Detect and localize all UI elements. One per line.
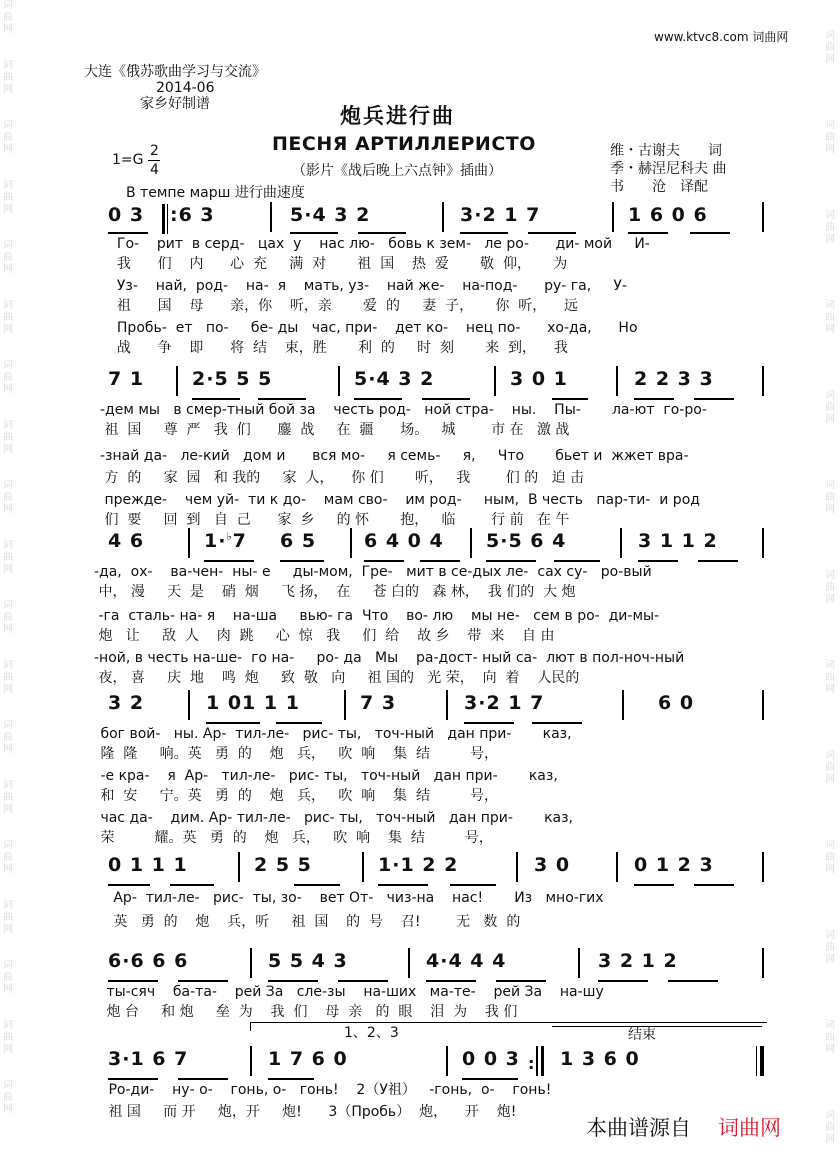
ending-bracket: [552, 1026, 762, 1027]
date: 2014-06: [156, 80, 215, 96]
note-group: 2·5 5 5: [192, 368, 273, 390]
beam: [462, 1078, 518, 1080]
barline: [762, 528, 764, 558]
watermark-text: 词曲网: [3, 540, 13, 575]
lyric-line: 炮 台 和 炮 垒 为 我 们 母 亲 的 眼 泪 为 我 们: [102, 1004, 518, 1020]
note-group: 5 5 4 3: [268, 950, 348, 972]
barline: [270, 202, 272, 232]
barline: [446, 1046, 448, 1076]
watermark-text: 词曲网: [825, 210, 835, 245]
beam: [422, 398, 470, 400]
beam: [460, 232, 508, 234]
beam: [206, 722, 260, 724]
note-group: 6 0: [658, 692, 695, 714]
note-group: 1 3 6 0: [560, 1048, 640, 1070]
lyric-line: прежде- чем уй- ти к до- мам сво- им род- ным, В честь пар-ти- и род: [100, 492, 700, 508]
ending-label: 结束: [628, 1027, 656, 1043]
subtitle: （影片《战后晚上六点钟》插曲）: [292, 163, 502, 179]
beam: [276, 722, 322, 724]
beam: [668, 980, 718, 982]
repeat-start-barline: [167, 204, 168, 234]
beam: [338, 980, 388, 982]
barline: [616, 852, 618, 882]
beam: [378, 884, 428, 886]
barline: [494, 366, 496, 396]
beam: [258, 398, 306, 400]
note-group: 1·1 2 2: [378, 854, 459, 876]
notation-line: [100, 854, 764, 884]
note-group: 0 1 1 1: [108, 854, 188, 876]
barline: [516, 852, 518, 882]
beam: [178, 1078, 228, 1080]
lyric-line: Пробь- ет по- бе- ды час, при- дет ко- нец по- хо-да, Но: [108, 320, 638, 336]
note-group: 3 0: [534, 854, 571, 876]
source-line: 大连《俄苏歌曲学习与交流》: [84, 64, 266, 80]
lyric-line: -ной, в честь на-ше- го на- ро- да Мы ра-дост- ный са- лют в пол-ноч-ный: [94, 650, 685, 666]
notation-line: [100, 1048, 764, 1078]
watermark-text: 词曲网: [825, 1110, 835, 1145]
watermark-text: 词曲网: [3, 1020, 13, 1055]
time-denominator: 4: [150, 162, 159, 178]
lyric-line: Ар- тил-ле- рис- ты, зо- вет От- чиз-на нас! Из мно-гих: [100, 890, 604, 906]
volta-label: 1、2、3: [344, 1025, 399, 1041]
beam: [290, 232, 338, 234]
repeat-start-barline: [162, 204, 165, 234]
note-group: 3 2: [108, 692, 145, 714]
watermark-text: 词曲网: [3, 720, 13, 755]
lyric-line: 战 争 即 将 结 束，胜 利 的 时 刻 来 到， 我: [108, 340, 568, 356]
beam: [268, 980, 318, 982]
final-barline: [756, 1046, 757, 1076]
lyric-line: 和 安 宁。英 勇 的 炮 兵， 吹 响 集 结 号，: [96, 788, 499, 804]
watermark-text: 词曲网: [3, 840, 13, 875]
watermark-text: 词曲网: [3, 0, 13, 35]
barline: [612, 202, 614, 232]
barline: [408, 948, 410, 978]
barline: [470, 528, 472, 558]
note-group: 5·5 6 4: [486, 530, 567, 552]
note-group: 4 6: [108, 530, 145, 552]
time-numerator: 2: [150, 143, 159, 159]
notation-line: [100, 692, 764, 722]
barline: [762, 852, 764, 882]
barline: [350, 528, 352, 558]
beam: [552, 398, 588, 400]
beam: [192, 398, 240, 400]
note-group: 1 7 6 0: [268, 1048, 348, 1070]
beam: [170, 884, 214, 886]
watermark-text: 词曲网: [825, 570, 835, 605]
watermark-text: 词曲网: [825, 660, 835, 695]
barline: [762, 690, 764, 720]
watermark-text: 词曲网: [3, 180, 13, 215]
watermark-text: 词曲网: [3, 120, 13, 155]
time-divider: [148, 160, 160, 161]
watermark-text: 词曲网: [3, 960, 13, 995]
lyric-line: 们 要 回 到 自 己 家 乡 的 怀 抱， 临 行 前 在 午: [100, 512, 570, 528]
watermark-text: 词曲网: [3, 900, 13, 935]
beam: [450, 884, 496, 886]
watermark-text: 词曲网: [825, 930, 835, 965]
lyric-line: 祖 国 母 亲，你 听，亲 爱 的 妻 子， 你 听， 远: [108, 298, 579, 314]
beam: [486, 560, 536, 562]
beam: [628, 232, 668, 234]
lyric-line: Уз- най, род- на- я мать, уз- най же- на-под- ру- га, У-: [108, 278, 628, 294]
note-group: 3 2 1 2: [598, 950, 678, 972]
final-barline: [760, 1046, 764, 1076]
barline: [250, 948, 252, 978]
watermark-text: 词曲网: [3, 60, 13, 95]
note-group: 6·6 6 6: [108, 950, 189, 972]
beam: [464, 722, 514, 724]
note-group: 3·1 6 7: [108, 1048, 189, 1070]
note-group: 3 1 1 2: [638, 530, 718, 552]
beam: [108, 980, 158, 982]
note-group: 0 0 3: [462, 1048, 520, 1070]
lyric-line: 中， 漫 天 是 硝 烟 飞 扬， 在 苍 白的 森 林， 我 们的 大 炮: [94, 584, 576, 600]
barline: [762, 366, 764, 396]
lyric-line: 炮 让 敌 人 肉 跳 心 惊 我 们 给 故 乡 带 来 自 由: [94, 628, 555, 644]
watermark-text: 词曲网: [825, 120, 835, 155]
note-group: :6 3: [170, 204, 215, 226]
watermark-text: 词曲网: [3, 240, 13, 275]
lyric-line: ты-сяч ба-та- рей За сле-зы на-ших ма-те- рей За на-шу: [102, 984, 604, 1000]
repeat-end-barline: [536, 1046, 538, 1076]
barline: [620, 528, 622, 558]
note-group: 6 4 0 4: [364, 530, 444, 552]
beam: [634, 398, 674, 400]
beam: [268, 1078, 314, 1080]
barline: [578, 948, 580, 978]
beam: [528, 232, 576, 234]
page-title-russian: ПЕСНЯ АРТИЛЛЕРИСТО: [272, 133, 536, 155]
lyric-line: 方 的 家 园 和 我的 家 人， 你 们 听， 我 们 的 迫 击: [100, 470, 585, 486]
watermark-text: 词曲网: [825, 480, 835, 515]
note-group: 4·4 4 4: [426, 950, 507, 972]
translator-credit: 书 沧 译配: [610, 179, 708, 195]
notation-line: [100, 950, 764, 980]
beam: [294, 884, 340, 886]
barline: [762, 948, 764, 978]
lyric-line: -знай да- ле-кий дом и вся мо- я семь- я, Что бьет и жжет вра-: [100, 448, 689, 464]
watermark-text: 词曲网: [825, 1020, 835, 1055]
watermark-text: 词曲网: [3, 480, 13, 515]
note-group: 3·2 1 7: [460, 204, 541, 226]
note-group: 7 1: [108, 368, 145, 390]
note-group: 0 1 2 3: [634, 854, 714, 876]
beam: [280, 560, 324, 562]
barline: [622, 690, 624, 720]
watermark-text: 词曲网: [825, 750, 835, 785]
repeat-end-barline: [541, 1046, 544, 1076]
watermark-text: 词曲网: [825, 840, 835, 875]
site-link[interactable]: www.ktvc8.com 词曲网: [654, 30, 789, 44]
barline: [616, 366, 618, 396]
barline: [446, 690, 448, 720]
note-group: 1 01 1 1: [206, 692, 300, 714]
lyric-line: 夜， 喜 庆 地 鸣 炮 致 敬 向 祖 国的 光 荣， 向 着 人民的: [94, 670, 580, 686]
lyric-line: 祖 国 而 开 炮，开 炮! 3（Пробь） 炮， 开 炮!: [104, 1104, 517, 1120]
note-group: 0 3: [108, 204, 145, 226]
lyric-line: -да, ох- ва-чен- ны- е ды-мом, Гре- мит в се-дых ле- сах су- ро-вый: [94, 564, 652, 580]
lyric-line: -га сталь- на- я на-ша вью- га Что во- лю мы не- сем в ро- ди-мы-: [94, 608, 660, 624]
watermark-text: 词曲网: [3, 360, 13, 395]
lyric-line: 祖 国 尊 严 我 们 鏖 战 在 疆 场。 城 市 在 激 战: [100, 422, 570, 438]
key-signature: 1=G: [112, 152, 144, 168]
barline: [762, 202, 764, 232]
page-title: 炮兵进行曲: [340, 104, 455, 128]
barline: [250, 1046, 252, 1076]
lyric-line: бог вой- ны. Ар- тил-ле- рис- ты, точ-ный дан при- каз,: [96, 726, 572, 742]
beam: [638, 560, 678, 562]
beam: [108, 884, 150, 886]
lyric-line: Го- рит в серд- цах у нас лю- бовь к зем- ле ро- ди- мой И-: [108, 236, 650, 252]
lyric-line: -дем мы в смер-тный бой за честь род- ной стра- ны. Пы- ла-ют го-ро-: [100, 402, 707, 418]
watermark-text: 词曲网: [825, 300, 835, 335]
beam: [426, 980, 476, 982]
barline: [238, 852, 240, 882]
note-group: 1·♭7: [204, 530, 247, 552]
repeat-dots: :: [528, 1054, 535, 1073]
barline: [362, 852, 364, 882]
barline: [188, 690, 190, 720]
barline: [442, 202, 444, 232]
beam: [532, 722, 582, 724]
tempo-marking: В темпе марш 进行曲速度: [126, 185, 305, 201]
beam: [634, 884, 674, 886]
barline: [344, 690, 346, 720]
watermark-text: 词曲网: [3, 300, 13, 335]
lyric-line: 隆 隆 响。英 勇 的 炮 兵， 吹 响 集 结 号，: [96, 746, 499, 762]
note-group: 6 5: [280, 530, 317, 552]
lyric-line: Ро-ди- ну- о- гонь, о- гонь! 2（У祖） -гонь, о- гонь!: [104, 1082, 552, 1098]
beam: [204, 560, 254, 562]
beam: [108, 232, 148, 234]
source-label: 本曲谱源自: [586, 1116, 691, 1140]
barline: [176, 366, 178, 396]
lyric-line: 英 勇 的 炮 兵，听 祖 国 的 号 召! 无 数 的: [100, 914, 521, 930]
watermark-text: 词曲网: [3, 1080, 13, 1115]
beam: [178, 980, 228, 982]
beam: [420, 560, 460, 562]
lyric-line: 我 们 内 心 充 满 对 祖 国 热 爱 敬 仰， 为: [108, 256, 568, 272]
barline: [188, 528, 190, 558]
note-group: 3 0 1: [510, 368, 568, 390]
note-group: 5·4 3 2: [354, 368, 435, 390]
beam: [496, 980, 546, 982]
beam: [690, 232, 730, 234]
beam: [694, 884, 734, 886]
notation-line: [100, 530, 764, 560]
beam: [698, 560, 738, 562]
beam: [694, 398, 734, 400]
lyric-line: час да- дим. Ар- тил-ле- рис- ты, точ-ный дан при- каз,: [96, 810, 574, 826]
watermark-text: 词曲网: [3, 780, 13, 815]
brand-logo[interactable]: 词曲网: [718, 1116, 781, 1140]
maker: 家乡好制谱: [140, 96, 210, 112]
barline: [338, 366, 340, 396]
watermark-text: 词曲网: [3, 600, 13, 635]
lyric-line: -е кра- я Ар- тил-ле- рис- ты, точ-ный дан при- каз,: [96, 768, 558, 784]
note-group: 1 6 0 6: [628, 204, 708, 226]
composer-credit: 季・赫涅尼科夫 曲: [610, 161, 727, 177]
note-group: 3·2 1 7: [464, 692, 545, 714]
notation-line: [100, 204, 764, 234]
beam: [354, 398, 402, 400]
lyricist-credit: 维・古谢夫 词: [610, 143, 722, 159]
note-group: 7 3: [360, 692, 397, 714]
lyric-line: 荣 耀。英 勇 的 炮 兵， 吹 响 集 结 号，: [96, 830, 493, 846]
beam: [364, 560, 404, 562]
watermark-text: 词曲网: [825, 390, 835, 425]
notation-line: [100, 368, 764, 398]
beam: [554, 560, 600, 562]
beam: [108, 1078, 158, 1080]
watermark-text: 词曲网: [3, 420, 13, 455]
note-group: 2 2 3 3: [634, 368, 714, 390]
beam: [598, 980, 648, 982]
note-group: 2 5 5: [254, 854, 312, 876]
watermark-text: 词曲网: [3, 660, 13, 695]
beam: [358, 232, 406, 234]
watermark-text: 词曲网: [825, 30, 835, 65]
note-group: 5·4 3 2: [290, 204, 371, 226]
